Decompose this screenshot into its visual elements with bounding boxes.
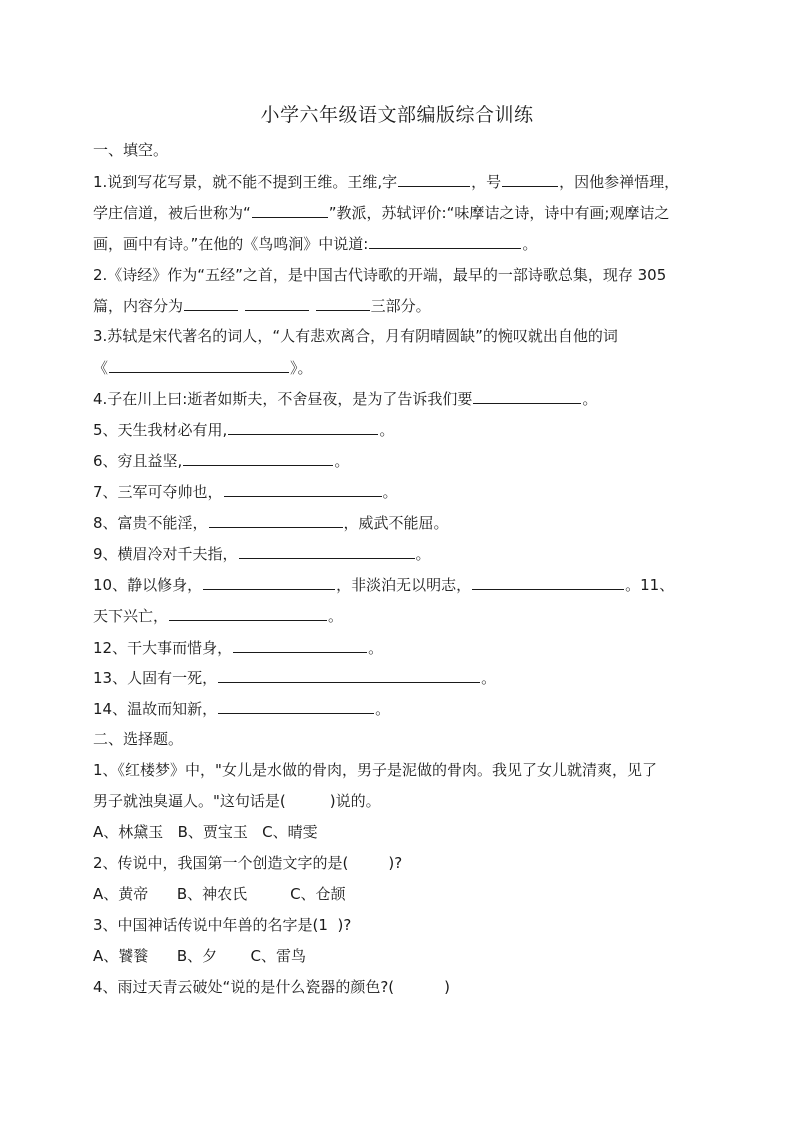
question-text: 5、天生我材必有用, bbox=[93, 421, 228, 439]
question-text: )说的。 bbox=[329, 792, 381, 810]
question-text: 4.子在川上曰:逝者如斯夫，不舍昼夜，是为了告诉我们要 bbox=[93, 390, 473, 408]
answer-blank[interactable] bbox=[472, 574, 624, 590]
question-text: 12、干大事而惜身， bbox=[93, 639, 233, 657]
question-text: 篇，内容分为 bbox=[93, 297, 184, 315]
question-10 bbox=[93, 574, 705, 595]
question-text: 。 bbox=[582, 390, 598, 408]
question-text: 画，画中有诗。”在他的《鸟鸣涧》中说道: bbox=[93, 235, 369, 253]
answer-blank[interactable] bbox=[109, 357, 289, 373]
question-text: ”教派，苏轼评价:“味摩诘之诗，诗中有画;观摩诘之 bbox=[328, 204, 670, 222]
section-choice-heading: 二、选择题。 bbox=[93, 730, 184, 748]
question-2-line-2 bbox=[93, 295, 705, 316]
question-4 bbox=[93, 388, 705, 409]
question-text: 2、传说中，我国第一个创造文字的是( bbox=[93, 854, 349, 872]
question-text: 8、富贵不能淫， bbox=[93, 514, 208, 532]
question-text: ，号 bbox=[471, 173, 502, 191]
answer-blank[interactable] bbox=[233, 637, 367, 653]
answer-blank[interactable] bbox=[184, 295, 238, 311]
question-13 bbox=[93, 667, 705, 688]
choice-1-options: A、林黛玉 B、贾宝玉 C、晴雯 bbox=[93, 823, 318, 841]
answer-blank[interactable] bbox=[228, 419, 378, 435]
question-text: 。 bbox=[415, 545, 431, 563]
question-text: 。 bbox=[379, 421, 395, 439]
question-3-line-2 bbox=[93, 357, 705, 378]
answer-blank[interactable] bbox=[316, 295, 370, 311]
page-title: 小学六年级语文部编版综合训练 bbox=[260, 104, 534, 126]
question-text: 7、三军可夺帅也， bbox=[93, 483, 223, 501]
question-7 bbox=[93, 481, 705, 502]
choice-1-line-1: 1、《红楼梦》中，"女儿是水做的骨肉，男子是泥做的骨肉。我见了女儿就清爽，见了 bbox=[93, 761, 657, 779]
question-text: 6、穷且益坚, bbox=[93, 452, 183, 470]
question-text: )? bbox=[388, 854, 403, 872]
question-text: ) bbox=[444, 978, 450, 996]
question-12 bbox=[93, 637, 705, 658]
question-text: 。11、 bbox=[625, 576, 675, 594]
question-text: 10、静以修身， bbox=[93, 576, 203, 594]
question-1-line-1 bbox=[93, 171, 705, 192]
question-1-line-2 bbox=[93, 202, 705, 223]
question-text: 。 bbox=[334, 452, 350, 470]
answer-blank[interactable] bbox=[245, 295, 309, 311]
question-text: 男子就浊臭逼人。"这句话是( bbox=[93, 792, 286, 810]
choice-3-options: A、饕餮 B、夕 C、雷鸟 bbox=[93, 947, 307, 965]
question-text: 1.说到写花写景，就不能不提到王维。王维,字 bbox=[93, 173, 398, 191]
question-text: 》。 bbox=[290, 359, 313, 377]
question-text: ，非淡泊无以明志， bbox=[336, 576, 472, 594]
choice-3-question: 3、中国神话传说中年兽的名字是(1 )? bbox=[93, 916, 352, 934]
answer-blank[interactable] bbox=[224, 481, 382, 497]
answer-blank[interactable] bbox=[239, 543, 415, 559]
question-2-line-1: 2.《诗经》作为“五经”之首，是中国古代诗歌的开端，最早的一部诗歌总集，现存 305 bbox=[93, 266, 667, 284]
answer-blank[interactable] bbox=[183, 450, 333, 466]
question-11 bbox=[93, 605, 705, 626]
question-5 bbox=[93, 419, 705, 440]
answer-blank[interactable] bbox=[169, 605, 327, 621]
question-text: ，因他参禅悟理， bbox=[559, 173, 680, 191]
question-text: 天下兴亡， bbox=[93, 607, 169, 625]
answer-blank[interactable] bbox=[209, 512, 343, 528]
question-9 bbox=[93, 543, 705, 564]
choice-2-options: A、黄帝 B、神农氏 C、仓颉 bbox=[93, 885, 346, 903]
question-text: 。 bbox=[522, 235, 538, 253]
question-text: 4、雨过天青云破处“说的是什么瓷器的颜色?( bbox=[93, 978, 395, 996]
question-text: 。 bbox=[368, 639, 384, 657]
answer-blank[interactable] bbox=[252, 202, 328, 218]
answer-blank[interactable] bbox=[502, 171, 558, 187]
question-text: 学庄信道，被后世称为“ bbox=[93, 204, 251, 222]
answer-blank[interactable] bbox=[218, 698, 374, 714]
answer-blank[interactable] bbox=[218, 667, 480, 683]
choice-4-question bbox=[93, 977, 705, 997]
question-14 bbox=[93, 698, 705, 719]
answer-blank[interactable] bbox=[398, 171, 470, 187]
question-text: 《 bbox=[93, 359, 109, 377]
question-text: 。 bbox=[328, 607, 344, 625]
question-3-line-1: 3.苏轼是宋代著名的词人，“人有悲欢离合，月有阴晴圆缺”的惋叹就出自他的词 bbox=[93, 327, 618, 345]
answer-blank[interactable] bbox=[473, 388, 581, 404]
question-text: 。 bbox=[375, 700, 391, 718]
answer-blank[interactable] bbox=[203, 574, 335, 590]
question-6 bbox=[93, 450, 705, 471]
question-text: 13、人固有一死， bbox=[93, 669, 218, 687]
question-text: 。 bbox=[382, 483, 398, 501]
question-text: 9、横眉冷对千夫指， bbox=[93, 545, 238, 563]
choice-1-line-2 bbox=[93, 791, 705, 811]
question-text: 14、温故而知新， bbox=[93, 700, 218, 718]
question-text: ，威武不能屈。 bbox=[343, 514, 449, 532]
question-1-line-3 bbox=[93, 233, 705, 254]
question-text: 。 bbox=[481, 669, 497, 687]
answer-blank[interactable] bbox=[369, 233, 521, 249]
choice-2-question bbox=[93, 853, 705, 873]
question-text: 三部分。 bbox=[370, 297, 431, 315]
section-fill-blank-heading: 一、填空。 bbox=[93, 141, 169, 159]
question-8 bbox=[93, 512, 705, 533]
